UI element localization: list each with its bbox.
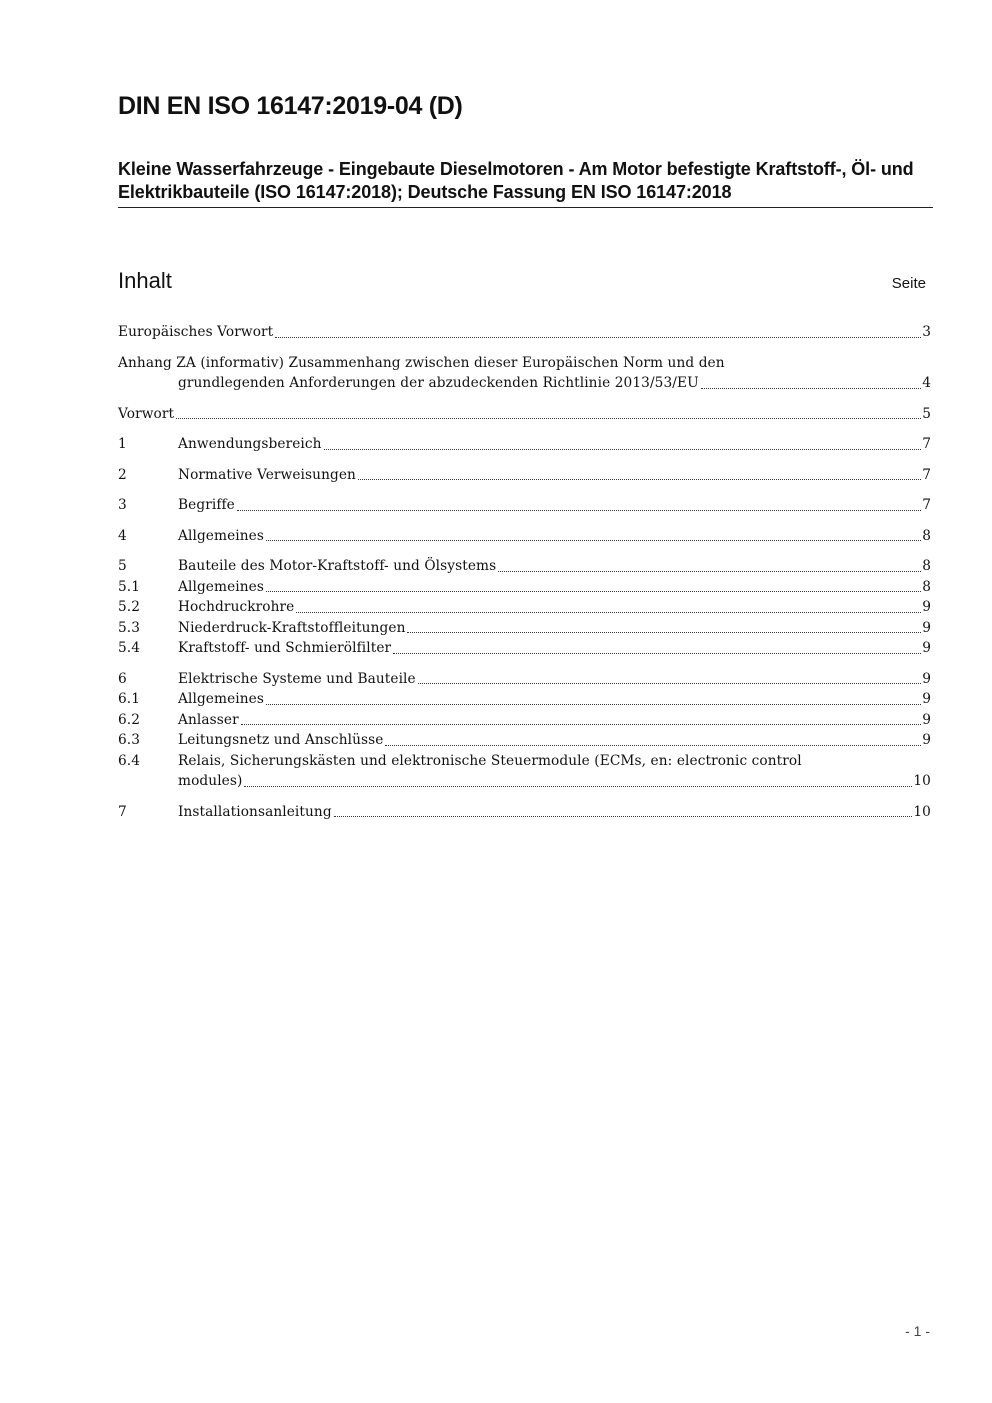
toc-entry-page: 7 <box>922 497 931 513</box>
toc-dot-leader <box>334 816 913 817</box>
toc-dot-leader <box>407 632 921 633</box>
toc-entry-section-6[interactable] <box>118 669 931 690</box>
page-number: - 1 - <box>905 1323 930 1339</box>
toc-entry-label: Normative Verweisungen <box>178 466 356 483</box>
toc-entry-label-line2: modules) <box>178 773 243 789</box>
toc-header <box>118 266 926 296</box>
toc-entry-page: 9 <box>922 640 931 656</box>
toc-entry-number: 5.4 <box>118 640 141 656</box>
toc-entry-number: 6.1 <box>118 691 141 707</box>
toc-entry-page: 3 <box>922 324 931 340</box>
toc-entry-section-5-3[interactable] <box>118 618 931 639</box>
toc-entry-number: 6.2 <box>118 711 141 728</box>
toc-dot-leader <box>266 704 921 705</box>
toc-entry-label: Kraftstoff- und Schmierölfilter <box>178 640 392 656</box>
toc-entry-label: Elektrische Systeme und Bauteile <box>178 670 416 687</box>
toc-entry-page: 9 <box>922 691 931 707</box>
toc-entry-label: Niederdruck-Kraftstoffleitungen <box>178 619 406 636</box>
toc-entry-label-line1: Anhang ZA (informativ) Zusammenhang zwischen dieser Europäischen Norm und den <box>118 354 725 371</box>
toc-entry-page: 7 <box>922 466 931 483</box>
toc-dot-leader <box>237 510 921 511</box>
toc-dot-leader <box>266 540 921 541</box>
toc-entry-page: 7 <box>922 436 931 452</box>
toc-entry-page: 5 <box>922 405 931 422</box>
toc-dot-leader <box>275 337 921 338</box>
toc-entry-number: 6 <box>118 670 127 687</box>
toc-entry-label: Hochdruckrohre <box>178 599 295 615</box>
toc-dot-leader <box>393 653 921 654</box>
toc-entry-page: 8 <box>922 527 931 544</box>
toc-entry-label: Allgemeines <box>178 527 264 544</box>
toc-entry-number: 4 <box>118 527 127 544</box>
toc-entry-page: 4 <box>922 375 931 391</box>
toc-entry-page: 9 <box>922 711 931 728</box>
toc-dot-leader <box>324 449 922 450</box>
toc-entry-number: 2 <box>118 466 127 483</box>
toc-entry-label: Vorwort <box>118 405 175 422</box>
toc-entry-section-5-2[interactable] <box>118 597 931 618</box>
toc-entry-section-4[interactable] <box>118 526 931 547</box>
toc-entry-section-6-2[interactable] <box>118 710 931 731</box>
toc-entry-section-1[interactable] <box>118 434 931 455</box>
toc-entry-number: 6.3 <box>118 732 141 748</box>
toc-dot-leader <box>358 479 921 480</box>
toc-entry-number: 5.2 <box>118 599 141 615</box>
toc-entry-label: Bauteile des Motor-Kraftstoff- und Ölsystems <box>178 558 497 574</box>
toc-entry-number: 5.3 <box>118 619 141 636</box>
toc-entry-page: 9 <box>922 732 931 748</box>
toc-entry-page: 10 <box>913 803 931 820</box>
table-of-contents <box>118 322 931 822</box>
toc-entry-section-5[interactable] <box>118 556 931 577</box>
toc-entry-label: Europäisches Vorwort <box>118 324 274 340</box>
toc-entry-page: 9 <box>922 619 931 636</box>
toc-entry-number: 7 <box>118 803 127 820</box>
toc-dot-leader <box>176 418 921 419</box>
toc-entry-section-5-1[interactable] <box>118 577 931 598</box>
toc-entry-number: 6.4 <box>118 752 141 769</box>
toc-dot-leader <box>244 786 912 787</box>
toc-dot-leader <box>296 612 921 613</box>
toc-entry-section-3[interactable] <box>118 495 931 516</box>
toc-entry-label: Anwendungsbereich <box>178 436 322 452</box>
toc-entry-number: 3 <box>118 497 127 513</box>
toc-entry-page: 10 <box>913 773 931 789</box>
toc-entry-label: Begriffe <box>178 497 235 513</box>
toc-dot-leader <box>701 388 921 389</box>
document-subtitle: Kleine Wasserfahrzeuge - Eingebaute Dieselmotoren - Am Motor befestigte Kraftstoff-, Öl- und Elektrikbauteile (ISO 16147:2018); Deutsche Fassung EN ISO 16147:2018 <box>118 158 933 208</box>
toc-entry-europaeisches-vorwort[interactable] <box>118 322 931 343</box>
toc-entry-label: Anlasser <box>178 711 239 728</box>
toc-entry-section-2[interactable] <box>118 465 931 486</box>
toc-entry-section-5-4[interactable] <box>118 638 931 659</box>
toc-entry-label-line2: grundlegenden Anforderungen der abzudeckenden Richtlinie 2013/53/EU <box>178 375 699 391</box>
document-title: DIN EN ISO 16147:2019-04 (D) <box>118 92 463 120</box>
toc-entry-page: 8 <box>922 558 931 574</box>
toc-entry-label: Allgemeines <box>178 578 264 595</box>
toc-entry-label: Allgemeines <box>178 691 264 707</box>
toc-dot-leader <box>498 571 921 572</box>
toc-entry-page: 9 <box>922 670 931 687</box>
toc-entry-section-6-3[interactable] <box>118 730 931 751</box>
toc-dot-leader <box>385 745 921 746</box>
toc-entry-vorwort[interactable] <box>118 404 931 425</box>
toc-dot-leader <box>241 724 921 725</box>
toc-dot-leader <box>418 683 921 684</box>
toc-heading: Inhalt <box>118 268 172 293</box>
toc-entry-anhang-za[interactable] <box>118 353 931 394</box>
toc-entry-number: 5 <box>118 558 127 574</box>
toc-entry-page: 8 <box>922 578 931 595</box>
toc-entry-section-6-4[interactable] <box>118 751 931 792</box>
toc-dot-leader <box>266 591 921 592</box>
toc-entry-section-6-1[interactable] <box>118 689 931 710</box>
toc-page-column-label: Seite <box>891 275 926 292</box>
toc-entry-label: Leitungsnetz und Anschlüsse <box>178 732 384 748</box>
toc-entry-section-7[interactable] <box>118 802 931 823</box>
toc-entry-page: 9 <box>922 599 931 615</box>
toc-entry-number: 5.1 <box>118 578 141 595</box>
toc-entry-label: Installationsanleitung <box>178 803 332 820</box>
toc-entry-number: 1 <box>118 436 127 452</box>
toc-entry-label-line1: Relais, Sicherungskästen und elektronische Steuermodule (ECMs, en: electronic control <box>178 752 802 769</box>
